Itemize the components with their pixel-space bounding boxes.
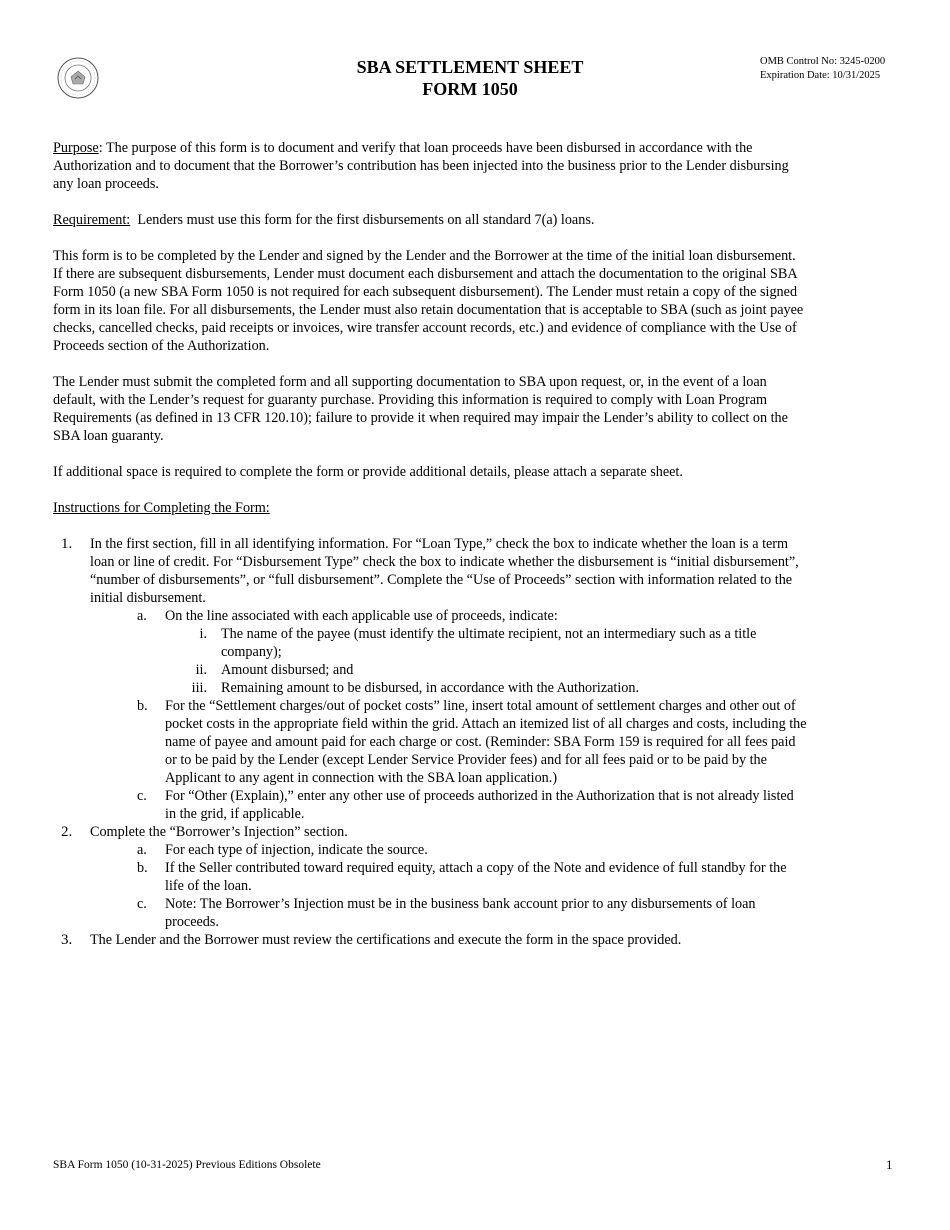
instruction-subitem xyxy=(90,697,808,787)
subitem-letter: c. xyxy=(137,788,147,804)
omb-control-number: OMB Control No: 3245-0200 xyxy=(760,56,886,67)
subsubitem-numeral: i. xyxy=(199,626,207,642)
requirement-label: Requirement: xyxy=(53,212,131,228)
subitem-text: If the Seller contributed toward required equity, attach a copy of the Note and evidence of full standby for the life of the loan. xyxy=(165,860,787,894)
subitem-letter: a. xyxy=(137,608,147,624)
instruction-number: 1. xyxy=(61,536,73,552)
instruction-subitem xyxy=(90,895,808,931)
instruction-text: Complete the “Borrower’s Injection” section. xyxy=(90,824,348,840)
page-title: SBA SETTLEMENT SHEET xyxy=(356,57,584,77)
instruction-subsublist xyxy=(165,625,808,697)
footer-form-edition: SBA Form 1050 (10-31-2025) Previous Editions Obsolete xyxy=(53,1159,321,1171)
form-number: FORM 1050 xyxy=(422,79,518,99)
subitem-letter: c. xyxy=(137,896,147,912)
instruction-text: The Lender and the Borrower must review the certifications and execute the form in the space provided. xyxy=(90,932,682,948)
completion-paragraph: This form is to be completed by the Lender and signed by the Lender and the Borrower at the time of the initial loan disbursement. If there are subsequent disbursements, Lender must document each disbursement and attach the documentation to the original SBA Form 1050 (a new SBA Form 1050 is not required for each subsequent disbursement). The Lender must retain a copy of the signed form in its loan file. For all disbursements, the Lender must also retain documentation that is acceptable to SBA (such as joint payee checks, cancelled checks, paid receipts or invoices, wire transfer account records, etc.) and evidence of compliance with the Use of Proceeds section of the Authorization. xyxy=(53,248,804,354)
form-title-block xyxy=(260,56,680,100)
instruction-sublist xyxy=(90,607,808,823)
requirement-text: Lenders must use this form for the first disbursements on all standard 7(a) loans. xyxy=(130,212,595,228)
instruction-subitem xyxy=(90,859,808,895)
instruction-text: In the first section, fill in all identifying information. For “Loan Type,” check the box to indicate whether the loan is a term loan or line of credit. For “Disbursement Type” check the box to indicate whether the disbursement is “initial disbursement”, “number of disbursements”, or “full disbursement”. Complete the “Use of Proceeds” section with information related to the initial disbursement. xyxy=(90,536,799,606)
sba-seal-icon xyxy=(57,57,99,99)
instructions-heading: Instructions for Completing the Form: xyxy=(53,500,270,516)
subitem-text: On the line associated with each applicable use of proceeds, indicate: xyxy=(165,608,558,624)
subitem-text: For “Other (Explain),” enter any other use of proceeds authorized in the Authorization that is not already listed in the grid, if applicable. xyxy=(165,788,794,822)
instruction-item xyxy=(53,931,808,949)
submission-paragraph: The Lender must submit the completed form and all supporting documentation to SBA upon request, or, in the event of a loan default, with the Lender’s request for guaranty purchase. Providing this information is required to comply with Loan Program Requirements (as defined in 13 CFR 120.10); failure to provide it when required may impair the Lender’s ability to collect on the SBA loan guaranty. xyxy=(53,374,788,444)
subitem-text: For the “Settlement charges/out of pocket costs” line, insert total amount of settlement charges and other out of pocket costs in the appropriate field within the grid. Attach an itemized list of all charges and costs, including the name of payee and amount paid for each charge or cost. (Reminder: SBA Form 159 is required for all fees paid or to be paid by the Lender (except Lender Service Provider fees) and for all fees paid or to be paid by the Applicant to any agent in connection with the SBA loan application.) xyxy=(165,698,807,786)
instructions-list xyxy=(53,535,808,949)
instruction-number: 3. xyxy=(61,932,73,948)
page-number: 1 xyxy=(886,1157,893,1172)
instruction-number: 2. xyxy=(61,824,73,840)
subitem-letter: b. xyxy=(137,698,148,714)
instruction-subsubitem xyxy=(165,661,808,679)
form-instructions-body xyxy=(53,139,808,949)
purpose-text: : The purpose of this form is to document and verify that loan proceeds have been disbursed in accordance with the Authorization and to document that the Borrower’s contribution has been injected into the business prior to the Lender disbursing any loan proceeds. xyxy=(53,140,789,192)
subitem-text: For each type of injection, indicate the source. xyxy=(165,842,428,858)
purpose-label: Purpose xyxy=(53,140,99,156)
instruction-subsubitem xyxy=(165,679,808,697)
subitem-letter: a. xyxy=(137,842,147,858)
subsubitem-numeral: ii. xyxy=(195,662,207,678)
purpose-paragraph xyxy=(53,139,808,193)
expiration-date: Expiration Date: 10/31/2025 xyxy=(760,70,881,81)
instruction-subsubitem xyxy=(165,625,808,661)
subsubitem-text: Amount disbursed; and xyxy=(221,662,354,678)
instruction-subitem xyxy=(90,607,808,697)
subsubitem-numeral: iii. xyxy=(191,680,207,696)
requirement-paragraph xyxy=(53,211,808,229)
subitem-text: Note: The Borrower’s Injection must be in the business bank account prior to any disbursements of loan proceeds. xyxy=(165,896,756,930)
subsubitem-text: Remaining amount to be disbursed, in accordance with the Authorization. xyxy=(221,680,640,696)
instruction-subitem xyxy=(90,787,808,823)
subitem-letter: b. xyxy=(137,860,148,876)
subsubitem-text: The name of the payee (must identify the ultimate recipient, not an intermediary such as a title company); xyxy=(221,626,757,660)
instruction-item xyxy=(53,823,808,931)
additional-space-paragraph: If additional space is required to complete the form or provide additional details, please attach a separate sheet. xyxy=(53,464,683,480)
omb-info xyxy=(760,55,885,83)
instruction-subitem xyxy=(90,841,808,859)
instruction-sublist xyxy=(90,841,808,931)
instruction-item xyxy=(53,535,808,823)
